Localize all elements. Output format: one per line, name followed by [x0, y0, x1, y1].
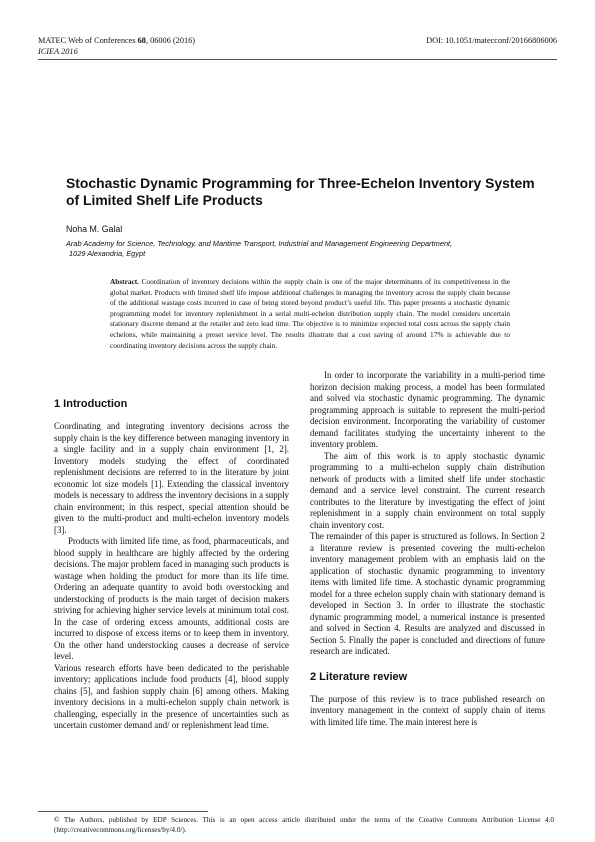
paragraph: Various research efforts have been dedicated to the perishable inventory; applications include food products [4], blood supply chains [5], and fashion supply chain [6] among others. Making inventory decisions in a multi-echelon supply chain network is challenging, especially in the presence of uncertainties such as uncertain customer demand and/ or replenishment lead time.: [54, 662, 289, 730]
paragraph: Coordinating and integrating inventory decisions across the supply chain is the key difference between managing inventory in a single facility and in a supply chain environment [1, 2]. Inventory models studying the effect of coordinated replenishment decisions are referred to in the literature by joint economic lot size models [1]. Extending the classical inventory models is necessary to address the inventory decisions in a supply chain environment; in this respect, special attention should be given to the multi-product and multi-echelon inventory models [3].: [54, 421, 289, 535]
paragraph: The aim of this work is to apply stochastic dynamic programming to a multi-echelon supply chain distribution network of products with a limited shelf life under stochastic demand and a service level constraint. The current research contributes to the literature by investigating the effect of joint replenishment in a supply chain environment on total supply chain inventory cost.: [310, 450, 545, 530]
paragraph: In order to incorporate the variability in a multi-period time horizon decision making process, a model has been formulated and solved via stochastic dynamic programming. The dynamic programming approach is suitable to represent the multi-period decision environment. Incorporating the variability of customer demand facilitates studying the uncertainty inherent to the inventory problem.: [310, 370, 545, 449]
conference-name: ICIEA 2016: [38, 47, 78, 56]
author-name: Noha M. Galal: [66, 224, 123, 234]
abstract: [110, 277, 510, 351]
paragraph: The remainder of this paper is structured as follows. In Section 2 a literature review is presented covering the multi-echelon inventory management problem with an emphasis laid on the application of stochastic dynamic programming to inventory items with limited life time. A stochastic dynamic programming model for a three echelon supply chain with stationary demand is developed in Section 3. In order to illustrate the stochastic dynamic programming model, a numerical instance is presented and solved in Section 4. Results are analyzed and discussed in Section 5. Finally the paper is concluded and directions of future research are indicated.: [310, 531, 545, 656]
section-heading: 1 Introduction: [54, 398, 128, 410]
affiliation-line: Arab Academy for Science, Technology, and Maritime Transport, Industrial and Management Engineering Department,: [66, 239, 453, 248]
paragraph: Products with limited life time, as food, pharmaceuticals, and blood supply in healthcare are highly affected by the ordering decisions. The major problem faced in managing such products is wastage when holding the product for more than its life time. Ordering an adequate quantity to avoid both overstocking and understocking of products is the main target of decision makers striving for achieving higher service levels at minimum total cost. In the case of ordering excess amounts, additional costs are incurred to dispose of excess items or to keep them in inventory. On the other hand understocking causes a decrease of service level.: [54, 536, 289, 661]
left-column: [54, 397, 289, 732]
paragraph: The purpose of this review is to trace published research on inventory management in the context of supply chain of items with limited life time. The main interest here is: [310, 693, 545, 727]
license-footnote: © The Authors, published by EDP Sciences. This is an open access article distributed under the terms of the Creative Commons Attribution License 4.0 (http://creativecommons.org/licenses/by/4.0/).: [54, 816, 554, 834]
right-column: [310, 370, 545, 728]
journal-volume: 68: [137, 36, 146, 45]
journal-name: MATEC Web of Conferences: [38, 36, 136, 45]
journal-citation: [38, 36, 195, 46]
footer-rule: [38, 811, 208, 812]
article-number: , 06006 (2016): [145, 36, 196, 45]
abstract-text: Coordination of inventory decisions within the supply chain is one of the major determinants of its competitiveness in the global market. Products with limited shelf life impose additional challenges in managing the inventory across the supply chain because of the additional wastage costs incurred in case of being stored beyond product’s useful life. This paper presents a stochastic dynamic programming model for inventory replenishment in a serial multi-echelon distribution supply chain. The model considers uncertain stationary discrete demand at the retailer and zero lead time. The objective is to minimize expected total costs across the supply chain echelons, while maintaining a preset service level. The results illustrate that a cost saving of around 17% is achievable due to coordinating inventory decisions across the supply chain.: [110, 277, 510, 350]
header-rule: [38, 59, 557, 60]
section-heading: 2 Literature review: [310, 670, 408, 683]
abstract-label: Abstract.: [110, 277, 139, 286]
affiliation: [66, 239, 536, 259]
affiliation-line: 1029 Alexandria, Egypt: [69, 249, 146, 258]
paper-title: Stochastic Dynamic Programming for Three-Echelon Inventory System of Limited Shelf Life Products: [66, 175, 535, 209]
doi: DOI: 10.1051/matecconf/20166806006: [426, 36, 557, 45]
